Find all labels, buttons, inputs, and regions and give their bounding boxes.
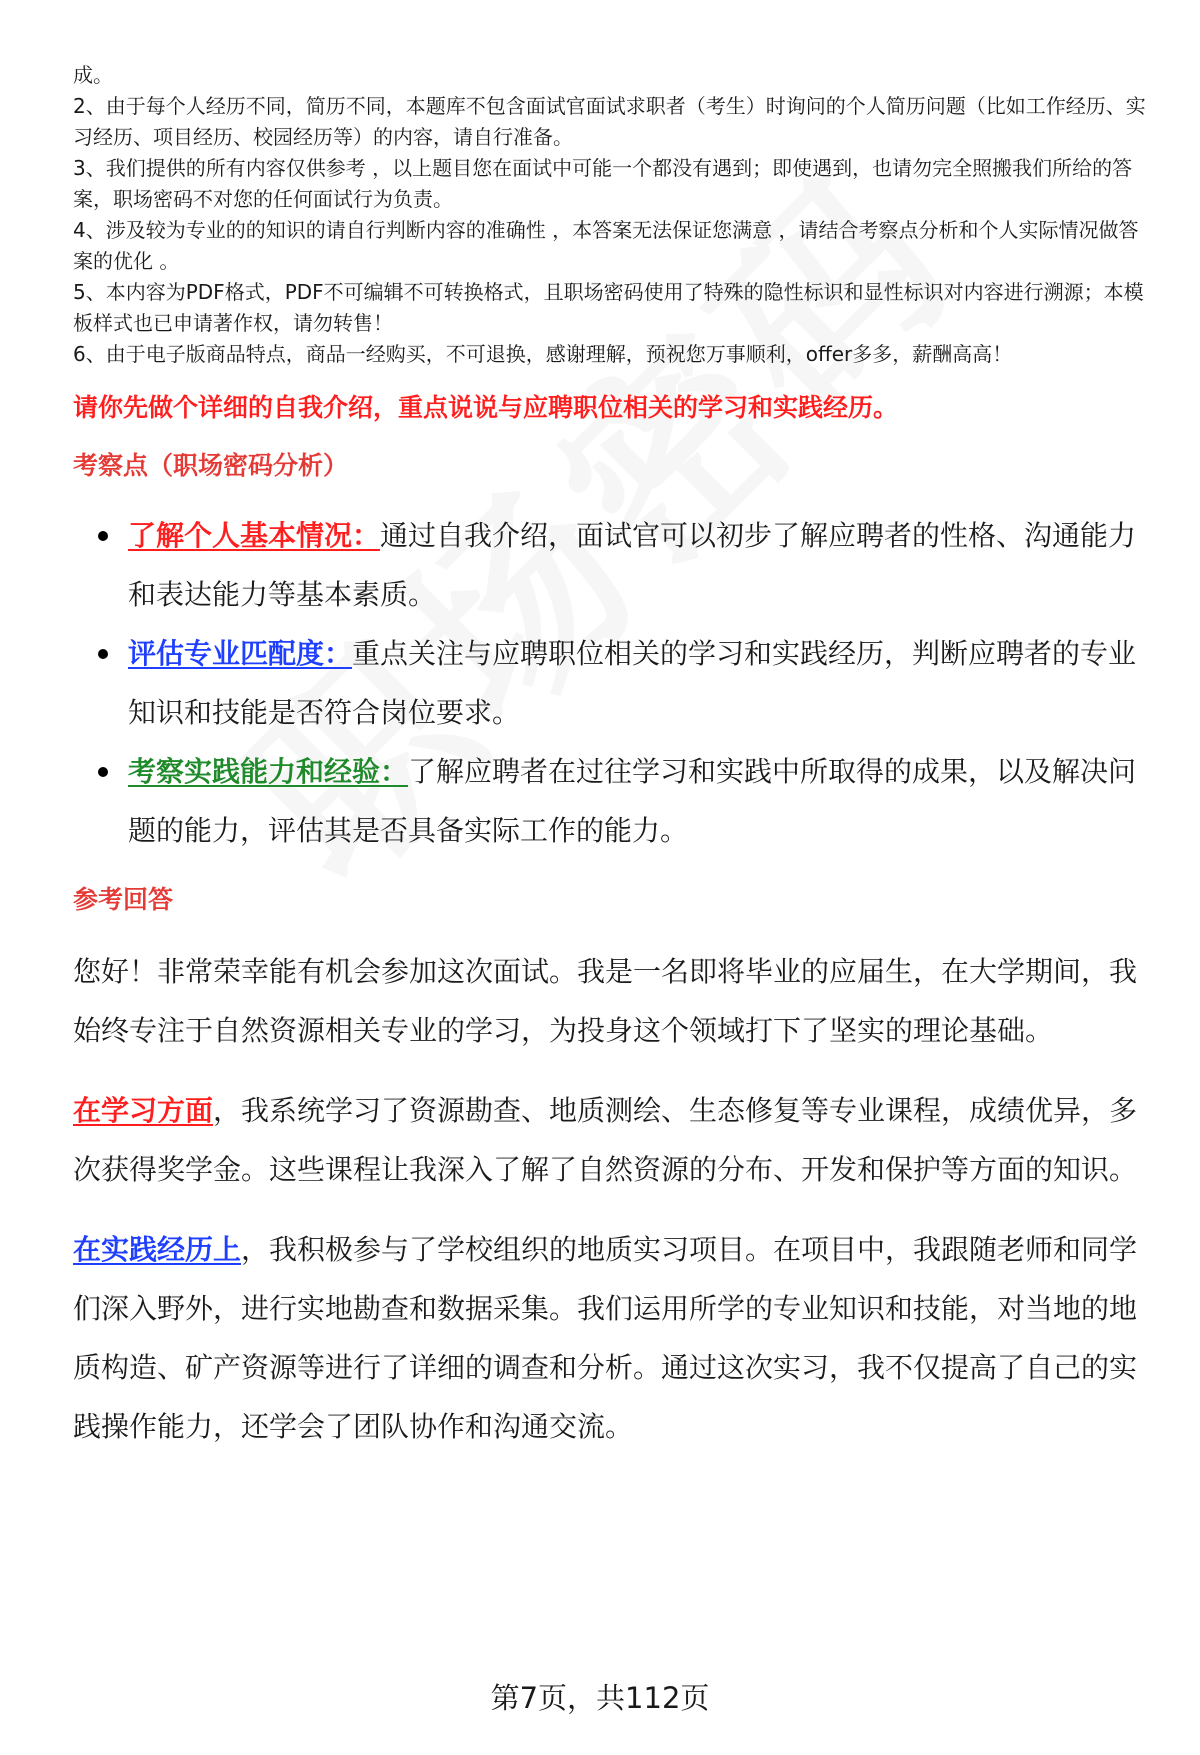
notice-line: 3、我们提供的所有内容仅供参考 ，以上题目您在面试中可能一个都没有遇到；即使遇到，也请勿完全照搬我们所给的答案，职场密码不对您的任何面试行为负责。 [73,156,1133,211]
document-page [73,60,1153,1456]
notice-line: 6、由于电子版商品特点，商品一经购买，不可退换，感谢理解，预祝您万事顺利，offer多多，薪酬高高！ [73,342,1013,366]
notice-line: 2、由于每个人经历不同，简历不同，本题库不包含面试官面试求职者（考生）时询问的个人简历问题（比如工作经历、实习经历、项目经历、校园经历等）的内容，请自行准备。 [73,94,1146,149]
notice-line: 4、涉及较为专业的的知识的请自行判断内容的准确性 ，本答案无法保证您满意 ，请结合考察点分析和个人实际情况做答案的优化 。 [73,218,1139,273]
answer-study [73,1081,1153,1199]
analysis-item [73,624,1153,742]
answer-intro: 您好！非常荣幸能有机会参加这次面试。我是一名即将毕业的应届生，在大学期间，我始终专注于自然资源相关专业的学习，为投身这个领域打下了坚实的理论基础。 [73,955,1138,1047]
answer-text: ，我系统学习了资源勘查、地质测绘、生态修复等专业课程，成绩优异，多次获得奖学金。这些课程让我深入了解了自然资源的分布、开发和保护等方面的知识。 [73,1094,1138,1186]
analysis-keyword: 考察实践能力和经验： [128,755,409,788]
notice-line: 5、本内容为PDF格式，PDF不可编辑不可转换格式，且职场密码使用了特殊的隐性标识和显性标识对内容进行溯源；本模板样式也已申请著作权，请勿转售！ [73,280,1144,335]
analysis-keyword: 评估专业匹配度： [128,637,353,670]
bullet-icon [98,649,108,659]
analysis-list [73,506,1153,860]
analysis-text: 通过自我介绍，面试官可以初步了解应聘者的性格、沟通能力和表达能力等基本素质。 [128,519,1137,611]
answer-text: ，我积极参与了学校组织的地质实习项目。在项目中，我跟随老师和同学们深入野外，进行实地勘查和数据采集。我们运用所学的专业知识和技能，对当地的地质构造、矿产资源等进行了详细的调查和分析。通过这次实习，我不仅提高了自己的实践操作能力，还学会了团队协作和沟通交流。 [73,1233,1138,1443]
analysis-item [73,506,1153,624]
interview-question: 请你先做个详细的自我介绍，重点说说与应聘职位相关的学习和实践经历。 [73,393,899,422]
answer-keyword: 在学习方面 [73,1094,214,1127]
answer-practice [73,1220,1153,1456]
analysis-text: 重点关注与应聘职位相关的学习和实践经历，判断应聘者的专业知识和技能是否符合岗位要求。 [128,637,1137,729]
bullet-icon [98,767,108,777]
analysis-text: 了解应聘者在过往学习和实践中所取得的成果，以及解决问题的能力，评估其是否具备实际工作的能力。 [128,755,1137,847]
answer-title: 参考回答 [73,885,174,914]
bullet-icon [98,531,108,541]
answer-keyword: 在实践经历上 [73,1233,242,1266]
analysis-keyword: 了解个人基本情况： [128,519,381,552]
notice-section [73,60,1153,370]
notice-line: 成。 [73,63,113,87]
analysis-item [73,742,1153,860]
analysis-title: 考察点（职场密码分析） [73,451,349,480]
page-number: 第7页，共112页 [490,1681,710,1715]
